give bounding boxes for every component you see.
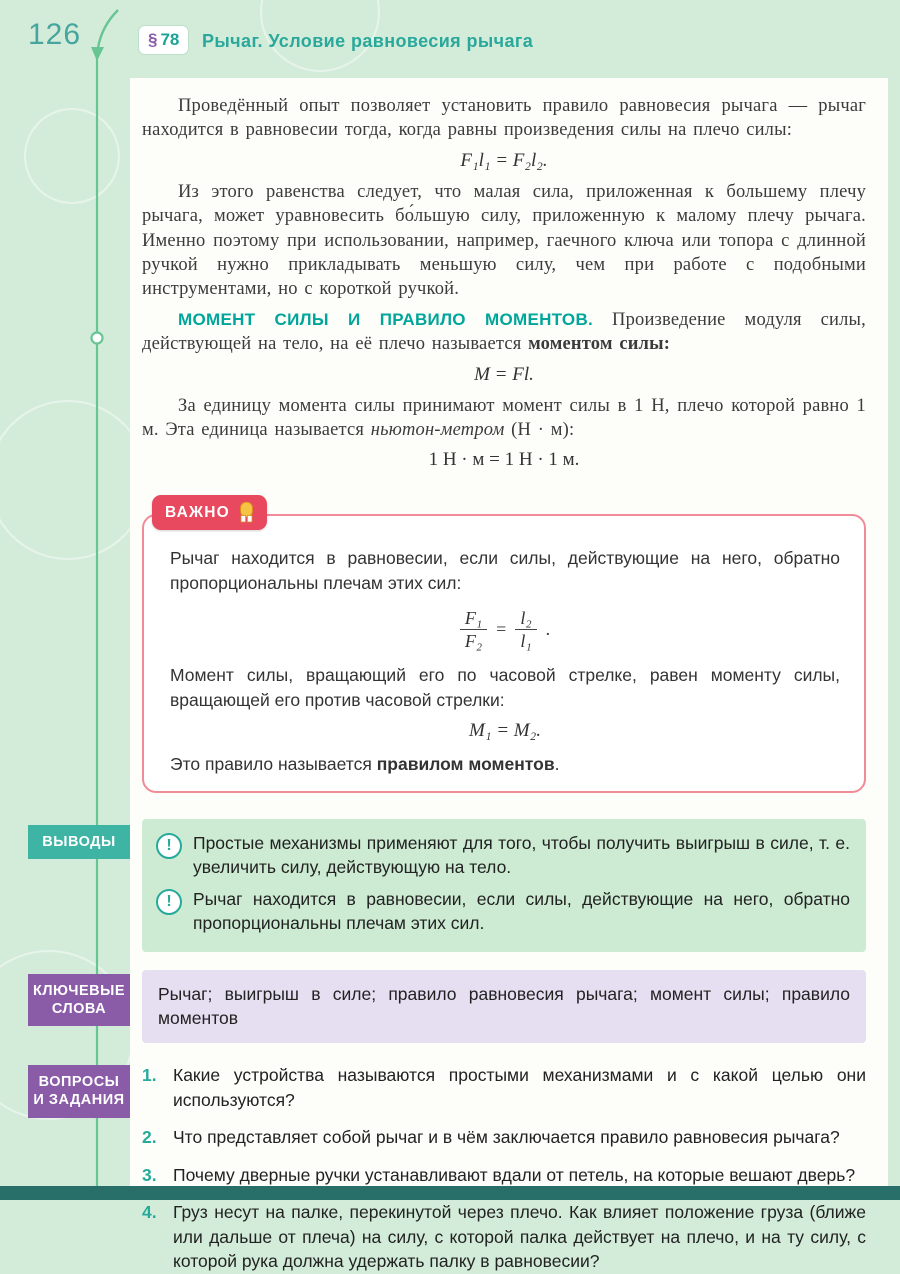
questions-label: ВОПРОСЫ И ЗАДАНИЯ: [28, 1065, 130, 1117]
question-item: [142, 1200, 866, 1274]
important-block: [142, 495, 866, 793]
content-panel: [33, 78, 888, 1272]
intro-paragraph-1: Проведённый опыт позволяет установить правило равновесия рычага — рычаг находится в равновесии тогда, когда равны произведения силы на плечо силы:: [142, 96, 866, 141]
question-number: 4.: [142, 1202, 157, 1223]
decorative-circle: [0, 400, 148, 560]
important-badge: [152, 495, 267, 530]
conclusion-item: [156, 887, 850, 935]
unit-text-a: За единицу момента силы принимают момент силы в 1 Н, плечо которой равно 1 м. Эта единица называется: [142, 395, 866, 441]
questions-section: [33, 1061, 866, 1274]
magnet-icon: [239, 502, 254, 523]
formula-moments-equal: M₁ = M₂.: [469, 720, 541, 742]
footer-bar: [0, 1186, 900, 1200]
conclusions-label: ВЫВОДЫ: [28, 825, 130, 859]
unit-term-italic: ньютон-метром: [370, 420, 505, 441]
questions-list: [142, 1061, 866, 1274]
intro-paragraph-2: Из этого равенства следует, что малая сила, приложенная к большему плечу рычага, может уравновесить бо́льшую силу, приложенную к малому плечу рычага. Именно поэтому при использовании, например, гаечного ключа или топора с длинной ручкой нужно прикладывать меньшую силу, чем при работе с подобными инструментами, но с короткой ручкой.: [142, 181, 866, 300]
question-text: Что представляет собой рычаг и в чём заключается правило равновесия рычага?: [173, 1127, 840, 1148]
important-paragraph-1: Рычаг находится в равновесии, если силы, действующие на него, обратно пропорциональны плечам этих сил:: [170, 548, 840, 594]
important-paragraph-3: Это правило называется правилом моментов.: [170, 754, 560, 775]
unit-text-b: (Н · м):: [504, 420, 575, 441]
question-number: 2.: [142, 1127, 157, 1148]
keywords-box: Рычаг; выигрыш в силе; правило равновесия рычага; момент силы; правило моментов: [142, 970, 866, 1044]
page-number: 126: [28, 18, 82, 51]
decorative-circle: [24, 108, 120, 204]
arrow-down-icon: [91, 47, 104, 61]
important-paragraph-2: Момент силы, вращающий его по часовой стрелке, равен моменту силы, вращающей его против часовой стрелки:: [170, 665, 840, 711]
section-badge: [138, 25, 189, 55]
important-box: [142, 514, 866, 793]
formula-force-arm-proportion: [170, 608, 840, 651]
moment-subheading: МОМЕНТ СИЛЫ И ПРАВИЛО МОМЕНТОВ.: [178, 309, 594, 329]
conclusion-item: [156, 831, 850, 879]
conclusion-text: Простые механизмы применяют для того, чтобы получить выигрыш в силе, т. е. увеличить силу, действующую на тело.: [193, 833, 850, 878]
keywords-section: [33, 970, 866, 1044]
question-text: Почему дверные ручки устанавливают вдали от петель, на которые вешают дверь?: [173, 1164, 856, 1185]
question-item: [142, 1125, 866, 1150]
moment-paragraph: [142, 308, 866, 357]
rail-node-circle: [92, 333, 103, 344]
formula-lever-equilibrium: F₁l₁ = F₂l₂.: [460, 149, 548, 171]
paragraph-number: 78: [160, 30, 180, 49]
moment-lead-bold: моментом силы:: [528, 334, 671, 355]
question-item: [142, 1163, 866, 1188]
fraction-arms: $\frac{\text{l₂}}{\text{l₁}}$: [515, 608, 536, 651]
question-text: Груз несут на палке, перекинутой через плечо. Как влияет положение груза (ближе или дальше от плеча) на силу, с которой палка действует на плечо, и на ту силу, с которой рука должна удержать палку в равновесии?: [173, 1202, 866, 1272]
section-title: Рычаг. Условие равновесия рычага: [202, 31, 534, 51]
conclusions-section: [42, 819, 866, 952]
unit-paragraph: [142, 394, 866, 443]
exclamation-icon: !: [156, 833, 182, 859]
question-text: Какие устройства называются простыми механизмами и с какой целью они используются?: [173, 1065, 866, 1110]
rule-of-moments-term: правилом моментов: [376, 754, 555, 775]
conclusions-box: [142, 819, 866, 952]
paragraph-sign: §: [148, 30, 158, 49]
formula-newton-metre: 1 Н · м = 1 Н · 1 м.: [428, 449, 580, 471]
conclusion-text: Рычаг находится в равновесии, если силы, действующие на него, обратно пропорциональны плечам этих сил.: [193, 889, 850, 934]
equals-sign: =: [496, 619, 507, 640]
moment-lead-text: Произведение модуля силы, действующей на тело, на её плечо называется: [142, 309, 866, 355]
question-item: [142, 1063, 866, 1112]
question-number: 3.: [142, 1164, 157, 1185]
formula-period: .: [545, 619, 551, 640]
question-number: 1.: [142, 1065, 157, 1086]
exclamation-icon: !: [156, 889, 182, 915]
formula-moment: M = Fl.: [474, 363, 534, 385]
important-badge-label: ВАЖНО: [165, 503, 230, 521]
keywords-label: КЛЮЧЕВЫЕ СЛОВА: [28, 974, 130, 1026]
fraction-forces: $\frac{\text{F₁}}{\text{F₂}}$: [460, 608, 487, 651]
